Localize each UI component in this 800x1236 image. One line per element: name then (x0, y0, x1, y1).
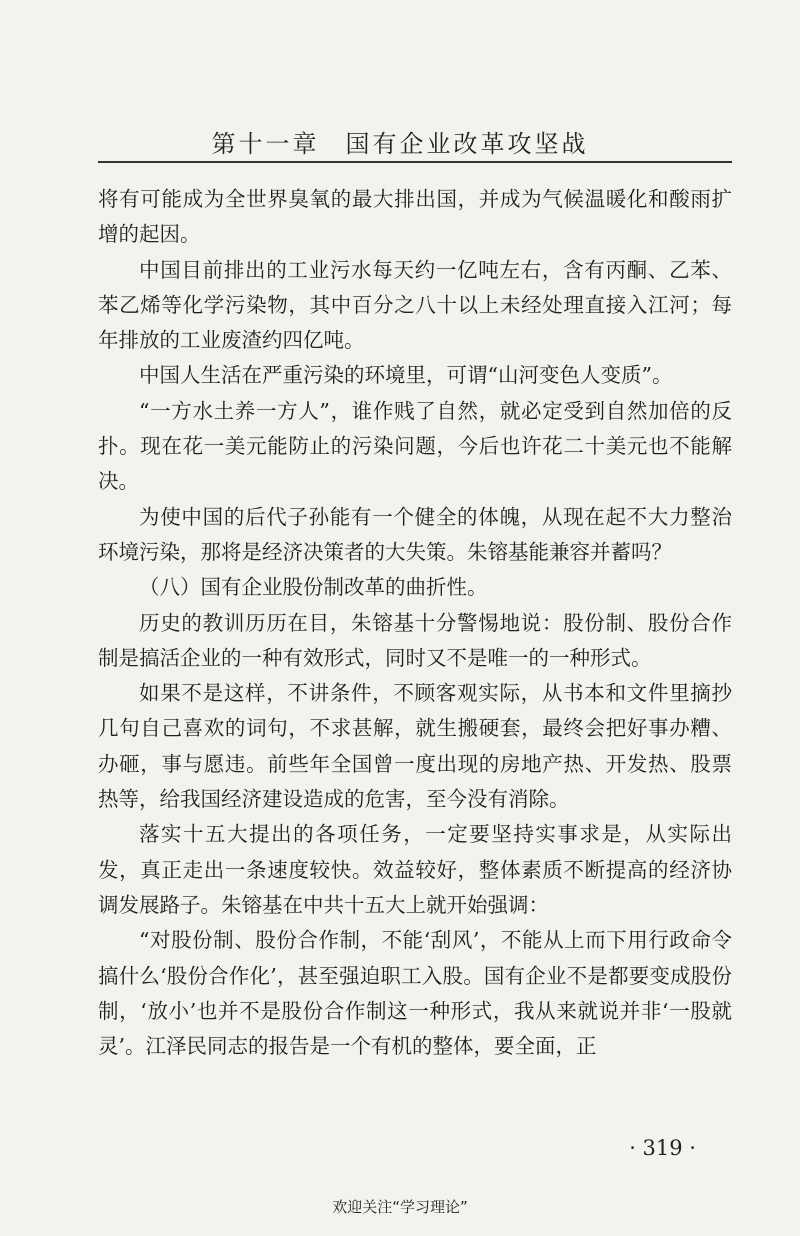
paragraph: 中国人生活在严重污染的环境里，可谓“山河变色人变质”。 (139, 363, 673, 388)
page-number: · 319 · (629, 1136, 696, 1160)
paragraph: “对股份制、股份合作制，不能‘刮风’，不能从上而下用行政命令搞什么‘股份合作化’，甚至强迫职工入股。国有企业不是都要变成股份制，‘放小’也并不是股份合作制这一种形式，我从来就说并非‘一股就灵’。江泽民同志的报告是一个有机的整体，要全面，正 (98, 928, 732, 1059)
paragraph: 中国目前排出的工业污水每天约一亿吨左右，含有丙酮、乙苯、苯乙烯等化学污染物，其中百分之八十以上未经处理直接入江河；每年排放的工业废渣约四亿吨。 (98, 257, 732, 353)
paragraph: “一方水土养一方人”，谁作贱了自然，就必定受到自然加倍的反扑。现在花一美元能防止的污染问题，今后也许花二十美元也不能解决。 (98, 398, 732, 494)
chapter-title: 国有企业改革攻坚战 (345, 130, 589, 158)
paragraph: 历史的教训历历在目，朱镕基十分警惕地说：股份制、股份合作制是搞活企业的一种有效形式，同时又不是唯一的一种形式。 (98, 610, 732, 670)
paragraph: 将有可能成为全世界臭氧的最大排出国，并成为气候温暖化和酸雨扩增的起因。 (98, 187, 732, 247)
paragraph: 如果不是这样，不讲条件，不顾客观实际，从书本和文件里摘抄几句自己喜欢的词句，不求甚解，就生搬硬套，最终会把好事办糟、办砸，事与愿违。前些年全国曾一度出现的房地产热、开发热、股票热等，给我国经济建设造成的危害，至今没有消除。 (98, 681, 732, 812)
paragraph: （八）国有企业股份制改革的曲折性。 (139, 575, 488, 600)
running-header (0, 124, 800, 159)
paragraph: 落实十五大提出的各项任务，一定要坚持实事求是，从实际出发，真正走出一条速度较快。效益较好，整体素质不断提高的经济协调发展路子。朱镕基在中共十五大上就开始强调： (98, 822, 732, 917)
body-text (98, 182, 732, 1064)
chapter-label: 第十一章 (211, 130, 320, 158)
paragraph: 为使中国的后代子孙能有一个健全的体魄，从现在起不大力整治环境污染，那将是经济决策者的大失策。朱镕基能兼容并蓄吗？ (98, 504, 732, 564)
footer-watermark-text: 欢迎关注“学习理论” (332, 1198, 468, 1216)
header-rule (98, 161, 732, 163)
